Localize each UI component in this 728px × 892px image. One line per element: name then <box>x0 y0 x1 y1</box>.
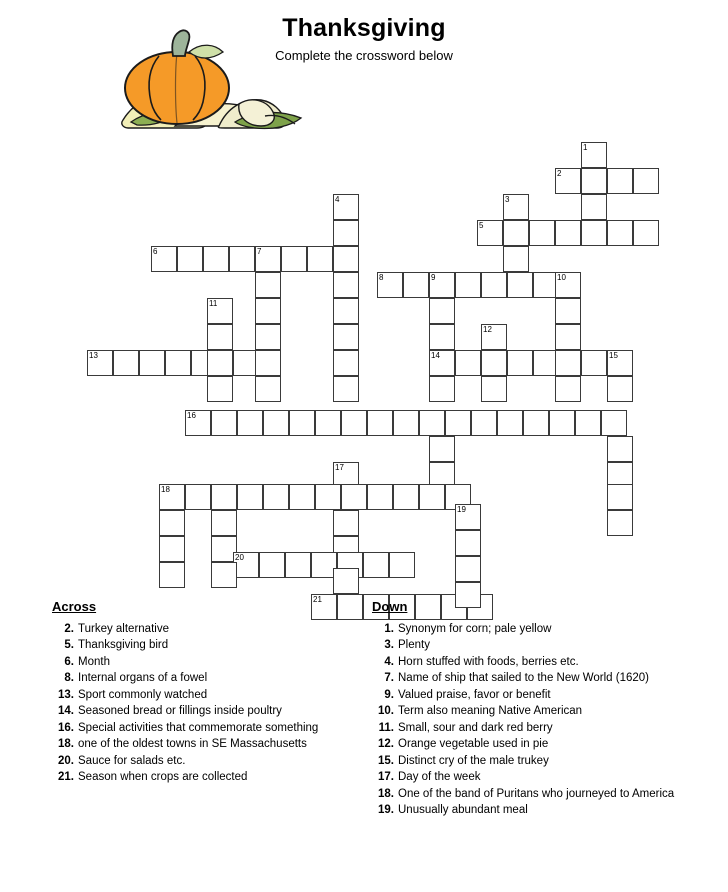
crossword-cell[interactable] <box>255 246 281 272</box>
cell-number: 14 <box>431 351 440 360</box>
crossword-cell[interactable] <box>207 298 233 324</box>
crossword-cell[interactable] <box>259 552 285 578</box>
crossword-cell[interactable] <box>159 562 185 588</box>
crossword-cell[interactable] <box>555 272 581 298</box>
cell-number: 18 <box>161 485 170 494</box>
clue-number: 17. <box>378 771 394 783</box>
crossword-cell[interactable] <box>429 324 455 350</box>
crossword-cell[interactable] <box>165 350 191 376</box>
crossword-cell[interactable] <box>555 324 581 350</box>
clue-item <box>372 670 692 687</box>
clue-number: 9. <box>384 688 394 701</box>
crossword-cell[interactable] <box>581 168 607 194</box>
clue-item <box>372 802 692 819</box>
crossword-cell[interactable] <box>523 410 549 436</box>
crossword-cell[interactable] <box>581 350 607 376</box>
crossword-cell[interactable] <box>237 484 263 510</box>
crossword-cell[interactable] <box>307 246 333 272</box>
worksheet-page <box>0 14 728 892</box>
page-subtitle: Complete the crossword below <box>275 48 453 63</box>
clue-number: 16. <box>58 721 74 734</box>
crossword-cell[interactable] <box>455 350 481 376</box>
crossword-cell[interactable] <box>607 220 633 246</box>
cell-number: 20 <box>235 553 244 562</box>
crossword-cell[interactable] <box>333 272 359 298</box>
clue-number: 18. <box>58 738 74 750</box>
crossword-cell[interactable] <box>477 220 503 246</box>
crossword-cell[interactable] <box>185 484 211 510</box>
crossword-cell[interactable] <box>367 484 393 510</box>
clue-number: 7. <box>384 672 394 684</box>
down-clues-block <box>372 599 692 819</box>
clue-text: Sauce for salads etc. <box>78 754 186 767</box>
crossword-cell[interactable] <box>333 220 359 246</box>
across-heading: Across <box>52 599 97 614</box>
crossword-cell[interactable] <box>211 562 237 588</box>
cell-number: 21 <box>313 595 322 604</box>
crossword-cell[interactable] <box>315 410 341 436</box>
crossword-cell[interactable] <box>607 510 633 536</box>
crossword-cell[interactable] <box>419 410 445 436</box>
crossword-cell[interactable] <box>263 484 289 510</box>
clue-number: 18. <box>378 787 394 800</box>
clue-text: One of the band of Puritans who journeyed to America <box>398 787 675 800</box>
crossword-cell[interactable] <box>393 484 419 510</box>
cell-number: 7 <box>257 247 262 256</box>
crossword-cell[interactable] <box>333 350 359 376</box>
crossword-cell[interactable] <box>281 246 307 272</box>
crossword-cell[interactable] <box>333 510 359 536</box>
cell-number: 13 <box>89 351 98 360</box>
crossword-cell[interactable] <box>289 484 315 510</box>
crossword-cell[interactable] <box>237 410 263 436</box>
clue-number: 5. <box>64 639 74 651</box>
across-clues-block <box>52 599 352 786</box>
clue-item <box>372 720 692 737</box>
crossword-cell[interactable] <box>429 272 455 298</box>
clue-text: Small, sour and dark red berry <box>398 721 553 734</box>
crossword-cell[interactable] <box>445 410 471 436</box>
crossword-cell[interactable] <box>429 436 455 462</box>
crossword-cell[interactable] <box>481 350 507 376</box>
crossword-cell[interactable] <box>633 168 659 194</box>
cell-number: 9 <box>431 273 436 282</box>
crossword-cell[interactable] <box>87 350 113 376</box>
clue-number: 8. <box>64 672 74 684</box>
clue-number: 20. <box>58 754 74 767</box>
crossword-cell[interactable] <box>211 510 237 536</box>
clue-item <box>372 786 692 803</box>
crossword-cell[interactable] <box>113 350 139 376</box>
clue-number: 21. <box>58 771 74 783</box>
crossword-cell[interactable] <box>581 220 607 246</box>
clue-text: Thanksgiving bird <box>78 639 169 651</box>
clue-item <box>372 753 692 770</box>
crossword-cell[interactable] <box>177 246 203 272</box>
clue-text: Day of the week <box>398 771 481 783</box>
crossword-cell[interactable] <box>333 324 359 350</box>
clue-number: 1. <box>384 622 394 635</box>
clue-number: 4. <box>384 655 394 668</box>
crossword-cell[interactable] <box>455 272 481 298</box>
clue-text: Horn stuffed with foods, berries etc. <box>398 655 579 668</box>
crossword-cell[interactable] <box>575 410 601 436</box>
crossword-cell[interactable] <box>481 376 507 402</box>
crossword-cell[interactable] <box>497 410 523 436</box>
cell-number: 1 <box>583 143 588 152</box>
clue-item <box>372 621 692 638</box>
clue-number: 12. <box>378 738 394 750</box>
clue-number: 14. <box>58 705 74 717</box>
clue-item <box>372 654 692 671</box>
crossword-cell[interactable] <box>429 298 455 324</box>
crossword-cell[interactable] <box>255 324 281 350</box>
clue-item <box>52 621 352 638</box>
clue-text: Name of ship that sailed to the New World (1620) <box>398 672 649 684</box>
cell-number: 2 <box>557 169 562 178</box>
clue-item <box>52 720 352 737</box>
crossword-cell[interactable] <box>389 552 415 578</box>
crossword-cell[interactable] <box>255 376 281 402</box>
clue-text: one of the oldest towns in SE Massachusetts <box>78 738 307 750</box>
crossword-cell[interactable] <box>333 298 359 324</box>
clue-item <box>372 769 692 786</box>
crossword-cell[interactable] <box>601 410 627 436</box>
crossword-cell[interactable] <box>555 376 581 402</box>
crossword-cell[interactable] <box>455 530 481 556</box>
crossword-cell[interactable] <box>503 220 529 246</box>
crossword-cell[interactable] <box>363 552 389 578</box>
crossword-cell[interactable] <box>507 350 533 376</box>
clue-item <box>52 703 352 720</box>
crossword-cell[interactable] <box>549 410 575 436</box>
clue-text: Valued praise, favor or benefit <box>398 688 551 701</box>
crossword-cell[interactable] <box>555 168 581 194</box>
clue-text: Synonym for corn; pale yellow <box>398 622 552 635</box>
page-title: Thanksgiving <box>282 14 446 42</box>
crossword-cell[interactable] <box>503 194 529 220</box>
crossword-cell[interactable] <box>207 324 233 350</box>
crossword-cell[interactable] <box>555 350 581 376</box>
crossword-cell[interactable] <box>555 220 581 246</box>
down-heading: Down <box>372 599 408 614</box>
clue-number: 2. <box>64 622 74 635</box>
crossword-cell[interactable] <box>607 376 633 402</box>
crossword-cell[interactable] <box>481 324 507 350</box>
clue-item <box>52 736 352 753</box>
clue-number: 3. <box>384 639 394 651</box>
crossword-cell[interactable] <box>555 298 581 324</box>
crossword-cell[interactable] <box>607 168 633 194</box>
crossword-cell[interactable] <box>529 220 555 246</box>
down-clue-list <box>372 621 692 819</box>
clue-text: Sport commonly watched <box>78 688 208 701</box>
cell-number: 3 <box>505 195 510 204</box>
crossword-cell[interactable] <box>455 504 481 530</box>
crossword-grid[interactable] <box>0 74 728 604</box>
crossword-cell[interactable] <box>503 246 529 272</box>
crossword-cell[interactable] <box>507 272 533 298</box>
cell-number: 10 <box>557 273 566 282</box>
clue-item <box>372 736 692 753</box>
crossword-cell[interactable] <box>289 410 315 436</box>
clue-number: 11. <box>378 721 394 734</box>
clue-item <box>52 753 352 770</box>
crossword-cell[interactable] <box>481 272 507 298</box>
crossword-cell[interactable] <box>429 350 455 376</box>
crossword-cell[interactable] <box>333 246 359 272</box>
clue-number: 13. <box>58 688 74 701</box>
crossword-cell[interactable] <box>255 272 281 298</box>
crossword-cell[interactable] <box>607 350 633 376</box>
crossword-cell[interactable] <box>255 298 281 324</box>
clue-text: Plenty <box>398 639 430 651</box>
cell-number: 8 <box>379 273 384 282</box>
crossword-cell[interactable] <box>393 410 419 436</box>
clue-text: Month <box>78 655 110 668</box>
clue-text: Term also meaning Native American <box>398 705 583 717</box>
crossword-cell[interactable] <box>377 272 403 298</box>
across-clue-list <box>52 621 352 786</box>
clue-text: Season when crops are collected <box>78 771 248 783</box>
crossword-cell[interactable] <box>139 350 165 376</box>
crossword-cell[interactable] <box>607 436 633 462</box>
crossword-cell[interactable] <box>471 410 497 436</box>
clue-item <box>52 654 352 671</box>
pumpkin-and-leaves-illustration <box>115 22 315 147</box>
crossword-cell[interactable] <box>229 246 255 272</box>
crossword-cell[interactable] <box>607 484 633 510</box>
cell-number: 5 <box>479 221 484 230</box>
clue-number: 10. <box>378 705 394 717</box>
clue-item <box>52 670 352 687</box>
cell-number: 4 <box>335 195 340 204</box>
crossword-cell[interactable] <box>367 410 393 436</box>
crossword-cell[interactable] <box>341 410 367 436</box>
crossword-cell[interactable] <box>207 376 233 402</box>
clue-item <box>52 769 352 786</box>
clue-text: Distinct cry of the male trukey <box>398 754 549 767</box>
crossword-cell[interactable] <box>211 410 237 436</box>
crossword-cell[interactable] <box>581 142 607 168</box>
crossword-cell[interactable] <box>203 246 229 272</box>
cell-number: 15 <box>609 351 618 360</box>
clue-number: 15. <box>378 754 394 767</box>
crossword-cell[interactable] <box>429 376 455 402</box>
crossword-cell[interactable] <box>285 552 311 578</box>
cell-number: 16 <box>187 411 196 420</box>
crossword-cell[interactable] <box>185 410 211 436</box>
clue-number: 6. <box>64 655 74 668</box>
clue-item <box>52 637 352 654</box>
cell-number: 12 <box>483 325 492 334</box>
clue-text: Special activities that commemorate something <box>78 721 319 734</box>
crossword-cell[interactable] <box>211 484 237 510</box>
clue-item <box>52 687 352 704</box>
clue-text: Turkey alternative <box>78 622 169 635</box>
clue-item <box>372 637 692 654</box>
crossword-cell[interactable] <box>455 556 481 582</box>
crossword-cell[interactable] <box>333 194 359 220</box>
crossword-cell[interactable] <box>151 246 177 272</box>
crossword-cell[interactable] <box>263 410 289 436</box>
crossword-cell[interactable] <box>159 510 185 536</box>
cell-number: 6 <box>153 247 158 256</box>
crossword-cell[interactable] <box>333 376 359 402</box>
crossword-cell[interactable] <box>315 484 341 510</box>
cell-number: 11 <box>209 299 218 308</box>
clue-text: Seasoned bread or fillings inside poultry <box>78 705 282 717</box>
crossword-cell[interactable] <box>333 568 359 594</box>
clue-text: Orange vegetable used in pie <box>398 738 549 750</box>
crossword-cell[interactable] <box>633 220 659 246</box>
crossword-cell[interactable] <box>341 484 367 510</box>
clue-item <box>372 703 692 720</box>
crossword-cell[interactable] <box>159 536 185 562</box>
clue-item <box>372 687 692 704</box>
crossword-cell[interactable] <box>419 484 445 510</box>
crossword-cell[interactable] <box>403 272 429 298</box>
clue-text: Internal organs of a fowel <box>78 672 208 684</box>
clue-number: 19. <box>378 804 394 816</box>
cell-number: 17 <box>335 463 344 472</box>
crossword-cell[interactable] <box>207 350 233 376</box>
clue-text: Unusually abundant meal <box>398 804 528 816</box>
crossword-cell[interactable] <box>159 484 185 510</box>
crossword-cell[interactable] <box>581 194 607 220</box>
cell-number: 19 <box>457 505 466 514</box>
crossword-cell[interactable] <box>255 350 281 376</box>
